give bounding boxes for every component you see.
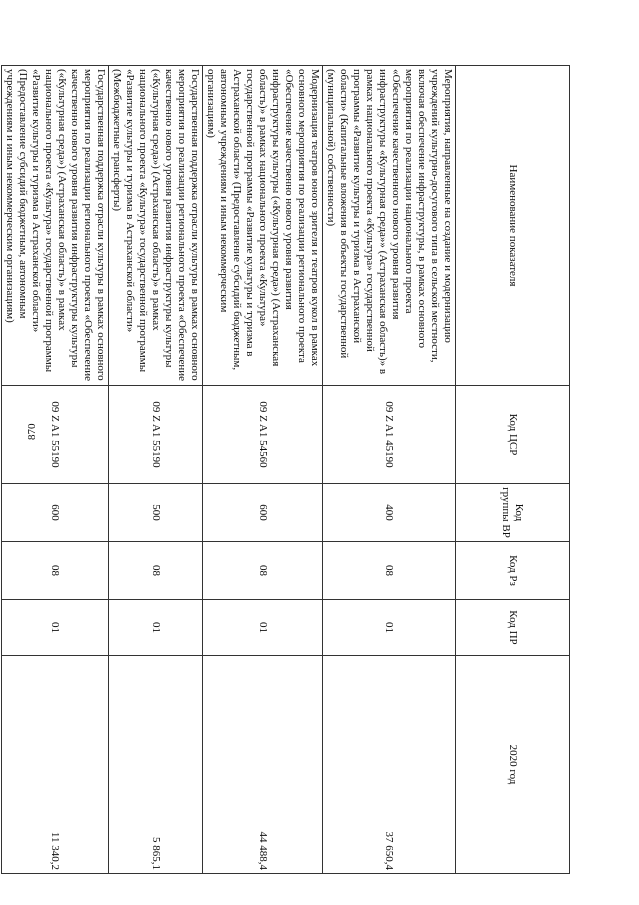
row-csr-code: 09 Z A1 55190 bbox=[2, 386, 109, 484]
row-rz-code: 08 bbox=[203, 542, 323, 600]
row-pr-code: 01 bbox=[323, 600, 456, 656]
row-vr-code: 600 bbox=[203, 484, 323, 542]
row-amount-2020: 5 865,1 bbox=[109, 656, 203, 874]
header-rz-code: Код Рз bbox=[456, 542, 570, 600]
row-name: Государственная поддержка отрасли культуры в рамках основного мероприятия по реализации регионального проекта «Обеспечение качественно нового уровня развития инфраструктуры культуры («Культурная среда») (Астраханская область)» в рамках национального проекта «Культура» государственной программы «Развитие культуры и туризма в Астраханской области» (Межбюджетные трансферты) bbox=[109, 66, 203, 386]
row-name: Модернизация театров юного зрителя и театров кукол в рамках основного мероприятия по реализации регионального проекта «Обеспечение качественно нового уровня развития инфраструктуры культуры («Культурная среда») (Астраханская область)» в рамках национального проекта «Культура» государственной программы «Развитие культуры и туризма в Астраханской области» (Предоставление субсидий бюджетным, автономным учреждениям и иным некоммерческим организациям) bbox=[203, 66, 323, 386]
table-row bbox=[109, 66, 203, 874]
header-vr-code: Код группы ВР bbox=[456, 484, 570, 542]
row-csr-code: 09 Z A1 55190 bbox=[109, 386, 203, 484]
table-row bbox=[203, 66, 323, 874]
budget-table bbox=[1, 65, 570, 874]
row-vr-code: 600 bbox=[2, 484, 109, 542]
row-amount-2020: 11 340,2 bbox=[2, 656, 109, 874]
row-rz-code: 08 bbox=[2, 542, 109, 600]
table-header-row bbox=[456, 66, 570, 874]
page-number: 870 bbox=[26, 423, 38, 440]
row-csr-code: 09 Z A1 54560 bbox=[203, 386, 323, 484]
header-csr-code: Код ЦСР bbox=[456, 386, 570, 484]
header-year-2020: 2020 год bbox=[456, 656, 570, 874]
row-rz-code: 08 bbox=[323, 542, 456, 600]
header-pr-code: Код ПР bbox=[456, 600, 570, 656]
row-vr-code: 500 bbox=[109, 484, 203, 542]
row-pr-code: 01 bbox=[2, 600, 109, 656]
header-name: Наименование показателя bbox=[456, 66, 570, 386]
rotated-table-wrapper bbox=[4, 65, 570, 873]
row-name: Мероприятия, направленные на создание и модернизацию учреждений культурно-досугового типа в сельской местности, включая обеспечение инфраструктуры, в рамках основного мероприятия по реализации национального проекта «Обеспечение качественного нового уровня развития инфраструктуры «Культурная среда»» (Астраханская область)» в рамках национального проекта «Культура» государственной программы «Развитие культуры и туризма в Астраханской области» (Капитальные вложения в объекты государственной (муниципальной) собственности) bbox=[323, 66, 456, 386]
row-pr-code: 01 bbox=[109, 600, 203, 656]
row-pr-code: 01 bbox=[203, 600, 323, 656]
row-csr-code: 09 Z A1 45190 bbox=[323, 386, 456, 484]
table-row bbox=[323, 66, 456, 874]
table-row bbox=[2, 66, 109, 874]
row-amount-2020: 44 488,4 bbox=[203, 656, 323, 874]
row-amount-2020: 37 650,4 bbox=[323, 656, 456, 874]
row-name: Государственная поддержка отрасли культуры в рамках основного мероприятия по реализации регионального проекта «Обеспечение качественно нового уровня развития инфраструктуры культуры («Культурная среда») (Астраханская область)» в рамках национального проекта «Культура» государственной программы «Развитие культуры и туризма в Астраханской области» (Предоставление субсидий бюджетным, автономным учреждениям и иным некоммерческим организациям) bbox=[2, 66, 109, 386]
row-rz-code: 08 bbox=[109, 542, 203, 600]
row-vr-code: 400 bbox=[323, 484, 456, 542]
